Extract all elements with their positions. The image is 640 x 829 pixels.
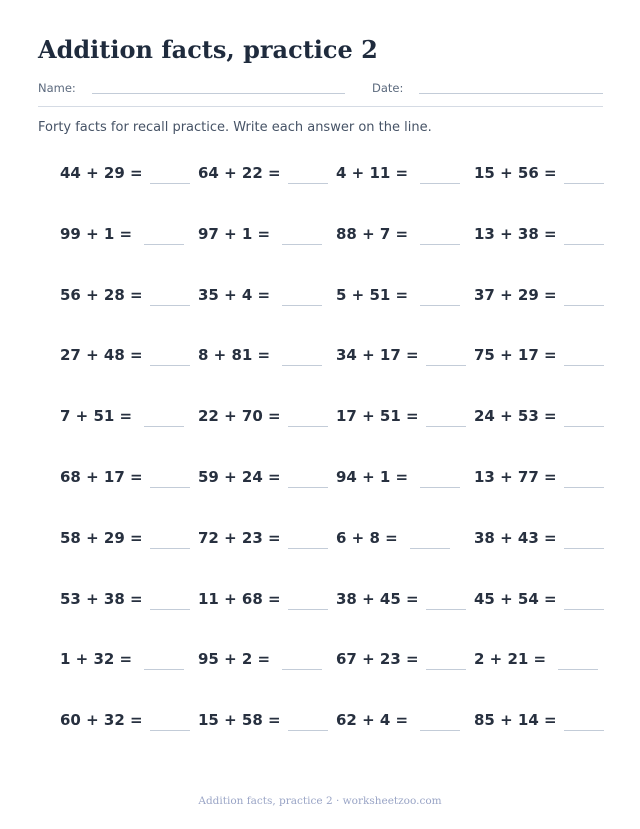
problem-item — [198, 143, 336, 204]
problem-item — [60, 265, 198, 326]
problem-item — [474, 569, 612, 630]
answer-line[interactable] — [288, 426, 328, 427]
problem-item — [336, 265, 474, 326]
problem-expression: 15 + 56 = — [474, 164, 557, 182]
problem-item — [336, 386, 474, 447]
problem-expression: 5 + 51 = — [336, 285, 409, 304]
answer-line[interactable] — [426, 426, 466, 427]
problem-item — [60, 569, 198, 630]
problem-expression: 6 + 8 = — [336, 528, 398, 547]
problem-item — [60, 447, 198, 508]
problem-expression: 53 + 38 = — [60, 589, 143, 608]
date-label: Date: — [372, 81, 404, 95]
problem-item — [336, 629, 474, 690]
answer-line[interactable] — [150, 365, 190, 366]
problem-expression: 94 + 1 = — [336, 467, 409, 486]
answer-line[interactable] — [426, 365, 466, 366]
answer-line[interactable] — [150, 548, 190, 549]
problem-item — [198, 629, 336, 690]
problem-expression: 44 + 29 = — [60, 164, 143, 182]
answer-line[interactable] — [144, 426, 184, 427]
answer-line[interactable] — [150, 305, 190, 306]
worksheet-title: Addition facts, practice 2 — [38, 35, 378, 64]
problem-expression: 72 + 23 = — [198, 528, 281, 547]
problem-item — [198, 569, 336, 630]
answer-line[interactable] — [288, 609, 328, 610]
answer-line[interactable] — [288, 183, 328, 184]
date-field[interactable] — [419, 93, 603, 94]
answer-line[interactable] — [282, 305, 322, 306]
problem-item — [474, 204, 612, 265]
answer-line[interactable] — [144, 669, 184, 670]
problem-expression: 38 + 43 = — [474, 528, 557, 547]
answer-line[interactable] — [564, 487, 604, 488]
problem-expression: 62 + 4 = — [336, 711, 409, 730]
header-divider — [38, 106, 603, 107]
problem-item — [336, 508, 474, 569]
problem-expression: 64 + 22 = — [198, 164, 281, 182]
problem-expression: 1 + 32 = — [60, 650, 133, 669]
problem-item — [60, 325, 198, 386]
answer-line[interactable] — [282, 244, 322, 245]
answer-line[interactable] — [420, 487, 460, 488]
name-label: Name: — [38, 81, 76, 95]
answer-line[interactable] — [150, 730, 190, 731]
problem-item — [336, 143, 474, 204]
answer-line[interactable] — [150, 487, 190, 488]
problem-item — [474, 447, 612, 508]
answer-line[interactable] — [564, 244, 604, 245]
problem-item — [60, 204, 198, 265]
answer-line[interactable] — [564, 609, 604, 610]
answer-line[interactable] — [282, 669, 322, 670]
footer: Addition facts, practice 2 · worksheetzoo.com — [198, 795, 442, 807]
problem-expression: 38 + 45 = — [336, 589, 419, 608]
problem-item — [198, 265, 336, 326]
answer-line[interactable] — [420, 305, 460, 306]
problem-item — [336, 204, 474, 265]
problem-expression: 7 + 51 = — [60, 407, 133, 426]
problem-item — [198, 508, 336, 569]
problem-item — [198, 447, 336, 508]
problem-expression: 8 + 81 = — [198, 346, 271, 365]
problem-item — [198, 204, 336, 265]
problem-expression: 99 + 1 = — [60, 224, 133, 243]
problem-item — [198, 690, 336, 751]
problem-item — [198, 325, 336, 386]
problem-item — [336, 569, 474, 630]
problem-expression: 13 + 38 = — [474, 224, 557, 243]
problem-item — [60, 386, 198, 447]
problem-expression: 34 + 17 = — [336, 346, 419, 365]
problem-expression: 27 + 48 = — [60, 346, 143, 365]
problem-item — [60, 629, 198, 690]
problem-expression: 85 + 14 = — [474, 711, 557, 730]
problem-expression: 22 + 70 = — [198, 407, 281, 426]
problem-expression: 97 + 1 = — [198, 224, 271, 243]
answer-line[interactable] — [150, 609, 190, 610]
answer-line[interactable] — [564, 305, 604, 306]
problem-expression: 2 + 21 = — [474, 650, 547, 669]
problem-item — [336, 325, 474, 386]
answer-line[interactable] — [282, 365, 322, 366]
problem-expression: 68 + 17 = — [60, 467, 143, 486]
problem-expression: 11 + 68 = — [198, 589, 281, 608]
answer-line[interactable] — [558, 669, 598, 670]
answer-line[interactable] — [420, 183, 460, 184]
problem-item — [60, 143, 198, 204]
answer-line[interactable] — [288, 487, 328, 488]
problem-grid — [0, 143, 640, 751]
answer-line[interactable] — [564, 426, 604, 427]
answer-line[interactable] — [564, 730, 604, 731]
problem-item — [474, 386, 612, 447]
problem-expression: 58 + 29 = — [60, 528, 143, 547]
problem-expression: 15 + 58 = — [198, 711, 281, 730]
problem-expression: 95 + 2 = — [198, 650, 271, 669]
problem-item — [474, 629, 612, 690]
problem-item — [336, 690, 474, 751]
problem-expression: 60 + 32 = — [60, 711, 143, 730]
problem-item — [474, 690, 612, 751]
problem-item — [60, 690, 198, 751]
problem-expression: 88 + 7 = — [336, 224, 409, 243]
answer-line[interactable] — [420, 244, 460, 245]
problem-item — [60, 508, 198, 569]
answer-line[interactable] — [564, 183, 604, 184]
answer-line[interactable] — [426, 669, 466, 670]
problem-expression: 4 + 11 = — [336, 164, 409, 182]
problem-item — [198, 386, 336, 447]
problem-expression: 67 + 23 = — [336, 650, 419, 669]
problem-expression: 59 + 24 = — [198, 467, 281, 486]
problem-item — [474, 265, 612, 326]
answer-line[interactable] — [150, 183, 190, 184]
problem-expression: 13 + 77 = — [474, 467, 557, 486]
problem-expression: 75 + 17 = — [474, 346, 557, 365]
answer-line[interactable] — [410, 548, 450, 549]
problem-expression: 35 + 4 = — [198, 285, 271, 304]
answer-line[interactable] — [288, 548, 328, 549]
answer-line[interactable] — [288, 730, 328, 731]
problem-item — [474, 143, 612, 204]
problem-expression: 24 + 53 = — [474, 407, 557, 426]
problem-expression: 45 + 54 = — [474, 589, 557, 608]
answer-line[interactable] — [144, 244, 184, 245]
name-field[interactable] — [92, 93, 345, 94]
problem-item — [336, 447, 474, 508]
problem-expression: 17 + 51 = — [336, 407, 419, 426]
problem-item — [474, 508, 612, 569]
answer-line[interactable] — [426, 609, 466, 610]
problem-expression: 56 + 28 = — [60, 285, 143, 304]
answer-line[interactable] — [564, 365, 604, 366]
answer-line[interactable] — [420, 730, 460, 731]
instructions: Forty facts for recall practice. Write each answer on the line. — [38, 120, 432, 135]
answer-line[interactable] — [564, 548, 604, 549]
problem-expression: 37 + 29 = — [474, 285, 557, 304]
problem-item — [474, 325, 612, 386]
